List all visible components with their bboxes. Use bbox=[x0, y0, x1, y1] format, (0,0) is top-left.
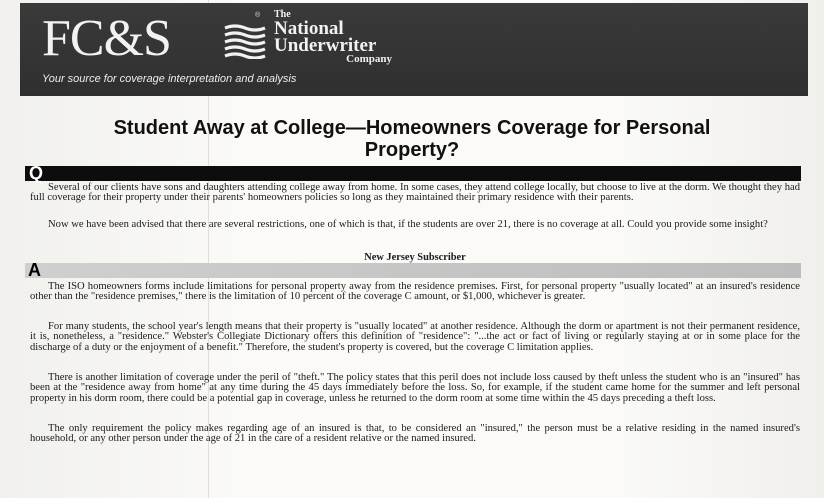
fcs-logo: FC&S bbox=[42, 10, 171, 67]
answer-paragraph: The ISO homeowners forms include limitations for personal property away from the residence premises. First, for personal property "usually located" at an insured's residence other than the "residence premises," there is the limitation of 10 percent of the coverage C amount, or $1,000, whichever is greater. bbox=[30, 281, 800, 303]
publisher-line-3: Company bbox=[346, 53, 392, 65]
article-title: Student Away at College—Homeowners Coverage for Personal Property? bbox=[113, 117, 711, 161]
answer-letter: A bbox=[28, 260, 41, 280]
question-paragraph: Several of our clients have sons and daughters attending college away from home. In some cases, they attend college locally, but choose to live at the dorm. We thought they had full coverage for their property under their parents' homeowners policies so long as they maintained their primary residence with their parents. bbox=[30, 182, 800, 204]
publisher-line-2: Underwriter bbox=[274, 35, 377, 56]
answer-paragraph: There is another limitation of coverage under the peril of "theft." The policy states that this peril does not include loss caused by theft unless the student who is an "insured" has been at the "residence away from home" at any time during the 45 days immediately before the loss. So, for example, if the student came home for the summer and left personal property in his dorm room, there could be a potential gap in coverage, unless he returned to the dorm room at some time within the 45 days preceding a theft loss. bbox=[30, 372, 800, 404]
publisher-the: The bbox=[274, 9, 291, 20]
publisher-logo bbox=[274, 10, 394, 65]
question-paragraph: Now we have been advised that there are several restrictions, one of which is that, if the students are over 21, there is no coverage at all. Could you provide some insight? bbox=[48, 219, 768, 230]
header-banner bbox=[20, 3, 808, 96]
waves-logo-icon bbox=[223, 23, 269, 59]
trademark-icon: ® bbox=[255, 12, 261, 19]
question-letter: Q bbox=[29, 163, 44, 183]
answer-paragraph: For many students, the school year's length means that their property is "usually located" at another residence. Although the dorm or apartment is not their permanent residence, it is, nonetheless, a "residence." Webster's Collegiate Dictionary offers this definition of "residence": "...the act or fact of living or regularly staying at or in some place for the discharge of a duty or the enjoyment of a benefit." Therefore, the student's property is covered, but the coverage C limitation applies. bbox=[30, 321, 800, 353]
answer-paragraph: The only requirement the policy makes regarding age of an insured is that, to be considered an "insured," the person must be a relative residing in the named insured's household, or any other person under the age of 21 in the care of a resident relative or the named insured. bbox=[30, 423, 800, 445]
subscriber-signature: New Jersey Subscriber bbox=[364, 252, 466, 263]
question-bar bbox=[25, 163, 801, 183]
publisher-line-1: National bbox=[274, 18, 344, 39]
answer-bar bbox=[25, 260, 801, 280]
banner-tagline: Your source for coverage interpretation and analysis bbox=[42, 73, 297, 85]
